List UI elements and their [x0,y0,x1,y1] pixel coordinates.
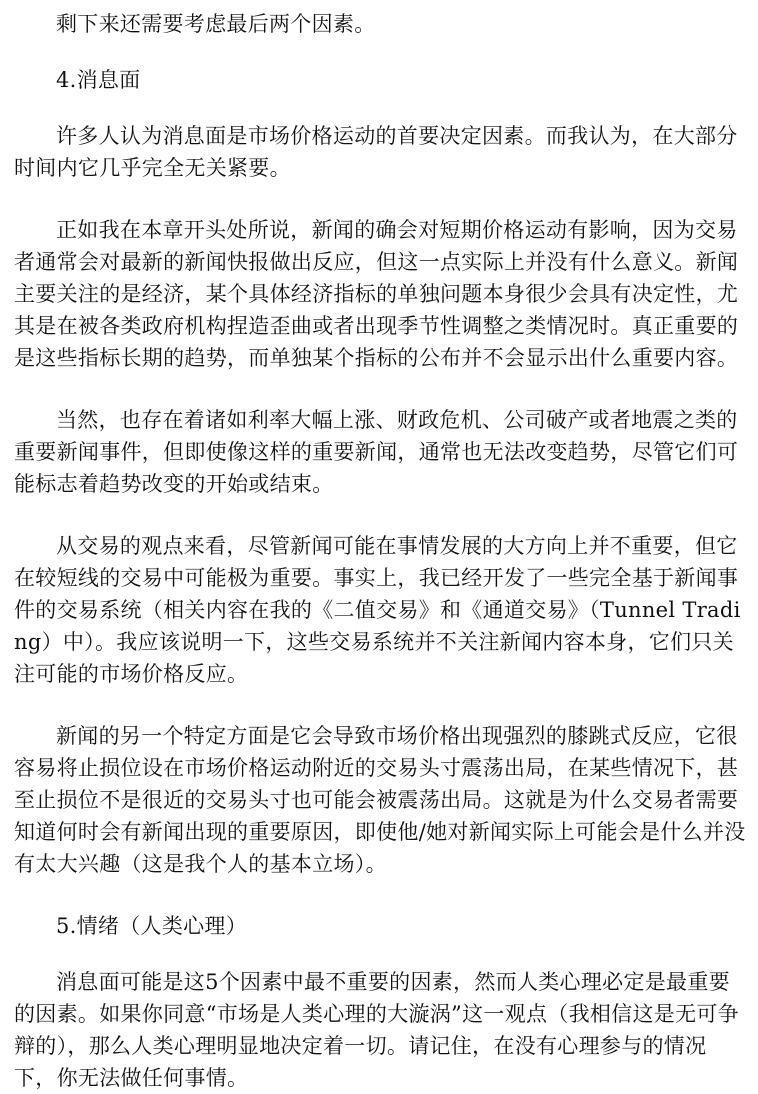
paragraph-3: 当然，也存在着诸如利率大幅上涨、财政危机、公司破产或者地震之类的重要新闻事件，但即使像这样的重要新闻，通常也无法改变趋势，尽管它们可能标志着趋势改变的开始或结束。 [14,408,739,496]
section-heading-4: 4.消息面 [56,68,141,92]
paragraph-4: 从交易的观点来看，尽管新闻可能在事情发展的大方向上并不重要，但它在较短线的交易中可能极为重要。事实上，我已经开发了一些完全基于新闻事件的交易系统（相关内容在我的《二值交易》和《通道交易》（Tunnel Trading）中）。我应该说明一下，这些交易系统并不关注新闻内容本身，它们只关注可能的市场价格反应。 [14,534,741,686]
section-heading-5: 5.情绪（人类心理） [56,914,248,938]
paragraph-6: 消息面可能是这5个因素中最不重要的因素，然而人类心理必定是最重要的因素。如果你同意“市场是人类心理的大漩涡”这一观点（我相信这是无可争辩的），那么人类心理明显地决定着一切。请记住，在没有心理参与的情况下，你无法做任何事情。 [14,970,739,1090]
paragraph-1: 许多人认为消息面是市场价格运动的首要决定因素。而我认为，在大部分时间内它几乎完全无关紧要。 [14,124,738,180]
paragraph-2: 正如我在本章开头处所说，新闻的确会对短期价格运动有影响，因为交易者通常会对最新的新闻快报做出反应，但这一点实际上并没有什么意义。新闻主要关注的是经济，某个具体经济指标的单独问题本身很少会具有决定性，尤其是在被各类政府机构捏造歪曲或者出现季节性调整之类情况时。真正重要的是这些指标长期的趋势，而单独某个指标的公布并不会显示出什么重要内容。 [14,218,739,370]
paragraph-5: 新闻的另一个特定方面是它会导致市场价格出现强烈的膝跳式反应，它很容易将止损位设在市场价格运动附近的交易头寸震荡出局，在某些情况下，甚至止损位不是很近的交易头寸也可能会被震荡出局。这就是为什么交易者需要知道何时会有新闻出现的重要原因，即使他/她对新闻实际上可能会是什么并没有太大兴趣（这是我个人的基本立场）。 [14,724,746,876]
intro-paragraph: 剩下来还需要考虑最后两个因素。 [56,12,376,36]
